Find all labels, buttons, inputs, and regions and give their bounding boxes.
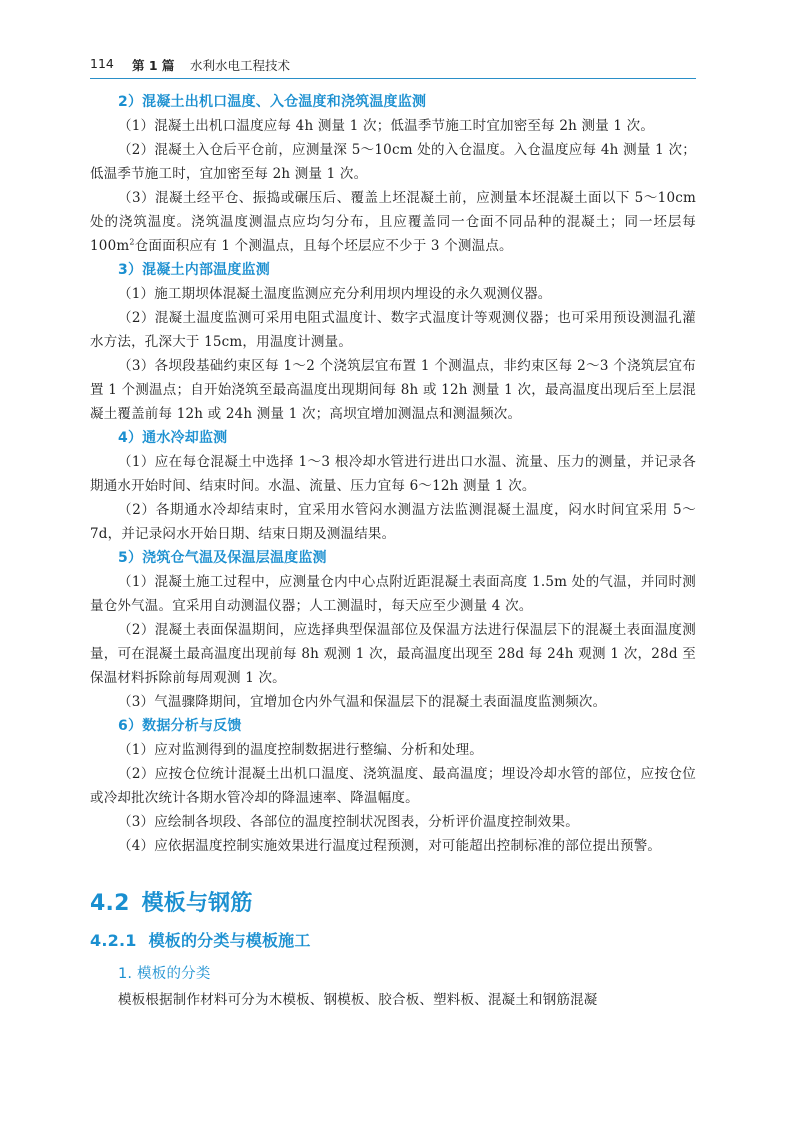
paragraph: （2）各期通水冷却结束时，宜采用水管闷水测温方法监测混凝土温度，闷水时间宜采用 5～7d，并记录闷水开始日期、结束日期及测温结果。	[90, 502, 696, 542]
paragraph: （2）应按仓位统计混凝土出机口温度、浇筑温度、最高温度；埋设冷却水管的部位，应按仓位或冷却批次统计各期水管冷却的降温速率、降温幅度。	[90, 766, 696, 806]
section-heading-2: 2）混凝土出机口温度、入仓温度和浇筑温度监测	[118, 94, 427, 110]
page-number: 114	[90, 56, 114, 71]
paragraph: （2）混凝土表面保温期间，应选择典型保温部位及保温方法进行保温层下的混凝土表面温度测量，可在混凝土最高温度出现前每 8h 观测 1 次，最高温度出现至 28d 每 24h 观测 1 次，28d 至保温材料拆除前每周观测 1 次。	[90, 622, 696, 686]
chapter-title: 模板与钢筋	[141, 891, 253, 916]
paragraph: （2）混凝土温度监测可采用电阻式温度计、数字式温度计等观测仪器；也可采用预设测温孔灌水方法，孔深大于 15cm，用温度计测量。	[90, 310, 696, 350]
book-title: 水利水电工程技术	[190, 58, 291, 73]
paragraph-text: 仓面面积应有 1 个测温点，且每个坯层应不少于 3 个测温点。	[134, 238, 513, 254]
section-heading-3: 3）混凝土内部温度监测	[118, 262, 270, 278]
subsection-heading	[90, 924, 696, 958]
paragraph: （4）应依据温度控制实施效果进行温度过程预测，对可能超出控制标准的部位提出预警。	[118, 838, 662, 854]
paragraph: （1）混凝土出机口温度应每 4h 测量 1 次；低温季节施工时宜加密至每 2h 测量 1 次。	[118, 118, 655, 134]
section-heading-5: 5）浇筑仓气温及保温层温度监测	[118, 550, 327, 566]
subsection-number: 4.2.1	[90, 931, 137, 950]
superscript: 2	[129, 237, 135, 247]
chapter-heading	[90, 888, 696, 920]
paragraph: （3）各坝段基础约束区每 1～2 个浇筑层宜布置 1 个测温点，非约束区每 2～3 个浇筑层宜布置 1 个测温点；自开始浇筑至最高温度出现期间每 8h 或 12h 测量 1 次，最高温度出现后至上层混凝土覆盖前每 12h 或 24h 测量 1 次；高坝宜增加测温点和测温频次。	[90, 358, 696, 422]
paragraph: （2）混凝土入仓后平仓前，应测量深 5～10cm 处的入仓温度。入仓温度应每 4h 测量 1 次；低温季节施工时，宜加密至每 2h 测量 1 次。	[90, 142, 696, 182]
header-rule	[90, 78, 696, 79]
paragraph: 模板根据制作材料可分为木模板、钢模板、胶合板、塑料板、混凝土和钢筋混凝	[118, 992, 598, 1008]
page-header	[90, 50, 696, 80]
paragraph	[90, 186, 696, 258]
section-heading-6: 6）数据分析与反馈	[118, 718, 242, 734]
paragraph-text: （3）混凝土经平仓、振捣或碾压后、覆盖上坯混凝土前，应测量本坯混凝土面以下 5～10cm 处的浇筑温度。浇筑温度测温点应均匀分布，且应覆盖同一仓面不同品种的混凝土；同一坯层每 100m	[90, 190, 696, 254]
paragraph: （1）施工期坝体混凝土温度监测应充分利用坝内埋设的永久观测仪器。	[118, 286, 552, 302]
paragraph: （1）混凝土施工过程中，应测量仓内中心点附近距混凝土表面高度 1.5m 处的气温，并同时测量仓外气温。宜采用自动测温仪器；人工测温时，每天应至少测量 4 次。	[90, 574, 696, 614]
paragraph: （3）应绘制各坝段、各部位的温度控制状况图表，分析评价温度控制效果。	[118, 814, 579, 830]
section-heading-4: 4）通水冷却监测	[118, 430, 228, 446]
paragraph: （1）应在每仓混凝土中选择 1～3 根冷却水管进行进出口水温、流量、压力的测量，并记录各期通水开始时间、结束时间。水温、流量、压力宜每 6～12h 测量 1 次。	[90, 454, 696, 494]
paragraph: （3）气温骤降期间，宜增加仓内外气温和保温层下的混凝土表面温度监测频次。	[118, 694, 607, 710]
topic-heading: 1. 模板的分类	[118, 966, 211, 982]
part-label: 第 1 篇	[132, 58, 175, 73]
chapter-number: 4.2	[90, 891, 130, 916]
page-body	[90, 90, 696, 1012]
paragraph: （1）应对监测得到的温度控制数据进行整编、分析和处理。	[118, 742, 483, 758]
subsection-title: 模板的分类与模板施工	[148, 931, 311, 950]
